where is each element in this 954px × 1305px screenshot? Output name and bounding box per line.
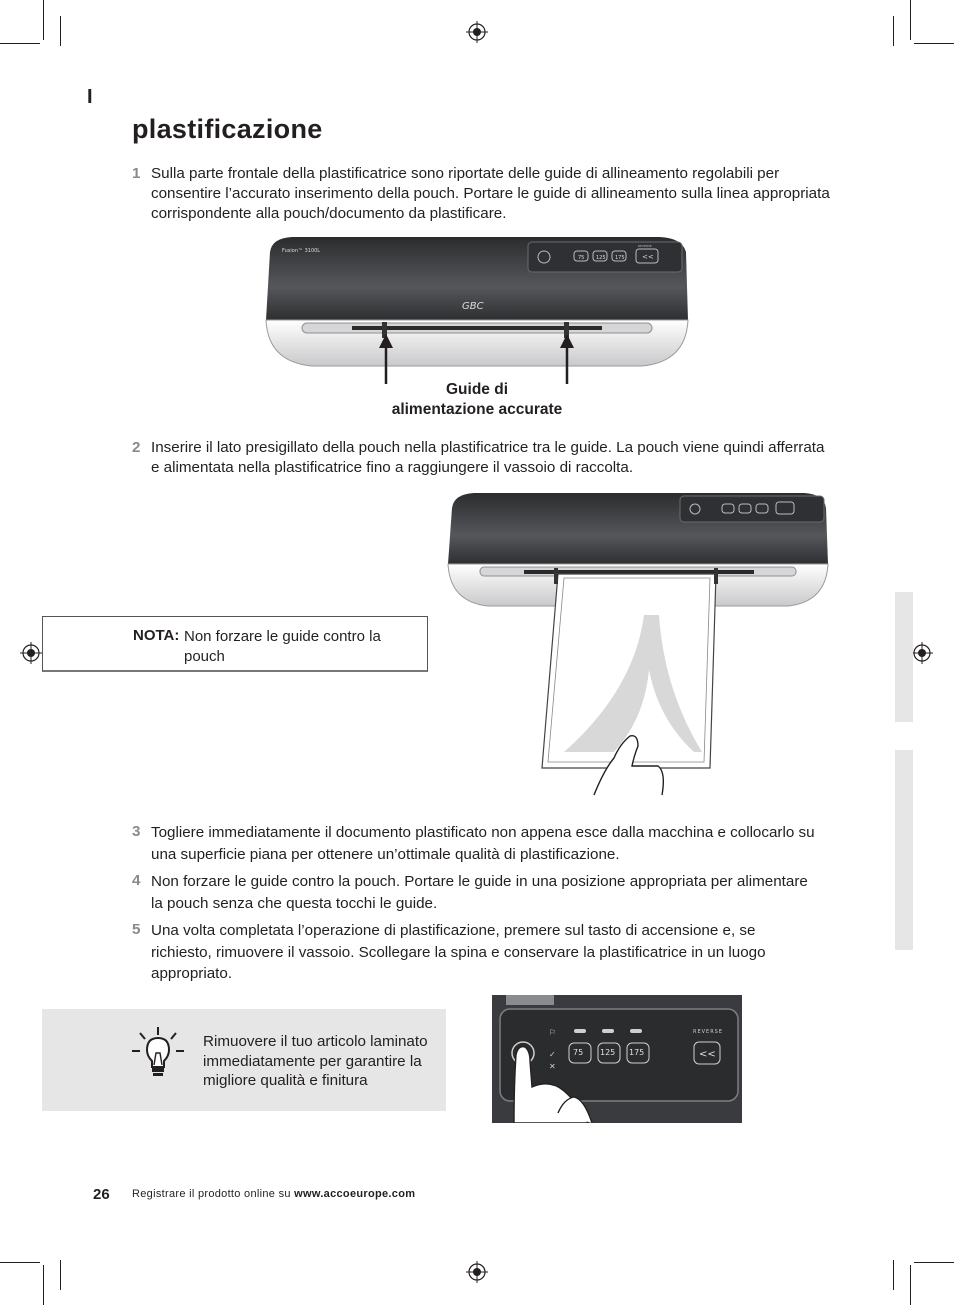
- btn-75-label: 75: [573, 1048, 584, 1057]
- step-number: 3: [132, 823, 141, 840]
- language-mark: I: [87, 86, 93, 108]
- laminator-figure-guides: [262, 234, 690, 390]
- caption-line-1: Guide di: [446, 381, 508, 398]
- step-4: [132, 871, 812, 914]
- side-language-tab: [895, 750, 913, 950]
- step-1: [132, 164, 832, 224]
- svg-text:✕: ✕: [549, 1062, 556, 1071]
- step-number: 1: [132, 165, 141, 182]
- tip-box: [42, 1009, 446, 1111]
- step-number: 5: [132, 921, 141, 938]
- registration-mark-icon: [466, 1261, 488, 1283]
- footer-register: [132, 1188, 415, 1200]
- note-box: [42, 616, 428, 672]
- step-number: 4: [132, 872, 141, 889]
- btn-175-label: 175: [615, 255, 625, 261]
- step-text: Una volta completata l’operazione di plastificazione, premere sul tasto di accensione e, se richiesto, rimuovere il vassoio. Scollegare la spina e conservare la plastificatrice in un luogo appropriato.: [151, 922, 766, 982]
- reverse-glyph: <<: [699, 1049, 716, 1060]
- registration-mark-icon: [466, 21, 488, 43]
- laminator-figure-pouch: [444, 490, 830, 800]
- step-text: Non forzare le guide contro la pouch. Portare le guide in una posizione appropriata per alimentare la pouch senza che questa tocchi le guide.: [151, 873, 808, 912]
- step-text: Inserire il lato presigillato della pouch nella plastificatrice tra le guide. La pouch viene quindi afferrata e alimentata nella plastificatrice fino a raggiungere il vassoio di raccolta.: [151, 439, 825, 476]
- brand-logo: GBC: [462, 301, 484, 312]
- btn-125-label: 125: [600, 1048, 616, 1057]
- reverse-glyph: <<: [642, 253, 654, 261]
- reverse-label: REVERSE: [638, 244, 652, 248]
- page-title: plastificazione: [132, 114, 323, 144]
- step-text: Sulla parte frontale della plastificatrice sono riportate delle guide di allineamento regolabili per consentire l’accurato inserimento della pouch. Portare le guide di allineamento sulla linea appropriata corrispondente alla pouch/documento da plastificare.: [151, 165, 830, 222]
- footer-register-text: Registrare il prodotto online su: [132, 1188, 291, 1200]
- btn-75-label: 75: [578, 255, 585, 261]
- tip-text: Rimuovere il tuo articolo laminato immediatamente per garantire la migliore qualità e finitura: [203, 1033, 428, 1089]
- step-number: 2: [132, 439, 141, 456]
- control-panel-closeup: [492, 995, 742, 1123]
- side-language-tab: [895, 592, 913, 722]
- registration-mark-icon: [911, 642, 933, 664]
- control-panel: [680, 496, 824, 522]
- svg-text:✓: ✓: [549, 1050, 556, 1059]
- registration-mark-icon: [20, 642, 42, 664]
- figure-caption: [370, 380, 584, 420]
- btn-175-label: 175: [629, 1048, 645, 1057]
- step-text: Togliere immediatamente il documento plastificato non appena esce dalla macchina e collocarlo su una superficie piana per ottenere un’ottimale qualità di plastificazione.: [151, 824, 815, 863]
- note-label: NOTA:: [133, 627, 180, 644]
- footer-url-link[interactable]: www.accoeurope.com: [294, 1188, 416, 1200]
- caption-line-2: alimentazione accurate: [391, 401, 563, 418]
- step-2: [132, 438, 832, 478]
- step-3: [132, 822, 832, 865]
- step-5: [132, 920, 812, 985]
- model-label: Fusion™ 3100L: [282, 248, 321, 254]
- btn-125-label: 125: [596, 255, 606, 261]
- page-number: 26: [93, 1186, 110, 1203]
- reverse-label: REVERSE: [693, 1029, 724, 1035]
- svg-text:⚐: ⚐: [549, 1028, 557, 1037]
- note-text: Non forzare le guide contro la pouch: [184, 628, 381, 665]
- lightbulb-icon: [130, 1025, 186, 1081]
